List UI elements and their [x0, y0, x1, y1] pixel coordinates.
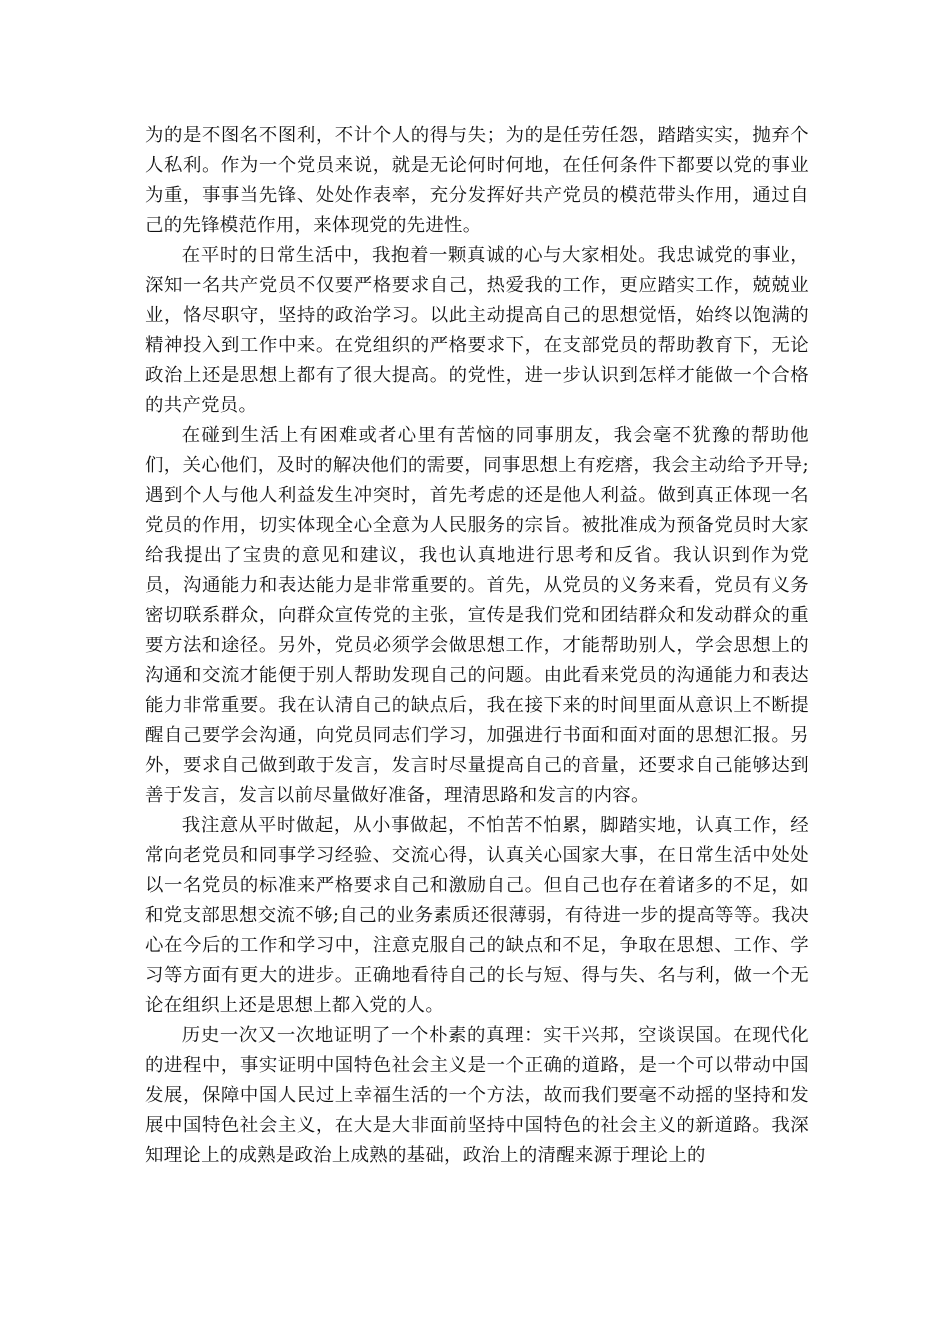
- paragraph-2: 在平时的日常生活中，我抱着一颗真诚的心与大家相处。我忠诚党的事业，深知一名共产党员不仅要严格要求自己，热爱我的工作，更应踏实工作，兢兢业业，恪尽职守，坚持的政治学习。以此主动提高自己的思想觉悟，始终以饱满的精神投入到工作中来。在党组织的严格要求下，在支部党员的帮助教育下，无论政治上还是思想上都有了很大提高。的党性，进一步认识到怎样才能做一个合格的共产党员。: [145, 245, 809, 416]
- paragraph-4: 我注意从平时做起，从小事做起，不怕苦不怕累，脚踏实地，认真工作，经常向老党员和同事学习经验、交流心得，认真关心国家大事，在日常生活中处处以一名党员的标准来严格要求自己和激励自己。但自己也存在着诸多的不足，如和党支部思想交流不够;自己的业务素质还很薄弱，有待进一步的提高等等。我决心在今后的工作和学习中，注意克服自己的缺点和不足，争取在思想、工作、学习等方面有更大的进步。正确地看待自己的长与短、得与失、名与利，做一个无论在组织上还是思想上都入党的人。: [145, 815, 809, 1016]
- document-body: [145, 121, 809, 1171]
- paragraph-5: 历史一次又一次地证明了一个朴素的真理：实干兴邦，空谈误国。在现代化的进程中，事实证明中国特色社会主义是一个正确的道路，是一个可以带动中国发展，保障中国人民过上幸福生活的一个方法，故而我们要毫不动摇的坚持和发展中国特色社会主义，在大是大非面前坚持中国特色的社会主义的新道路。我深知理论上的成熟是政治上成熟的基础，政治上的清醒来源于理论上的: [145, 1025, 809, 1166]
- paragraph-3: 在碰到生活上有困难或者心里有苦恼的同事朋友，我会毫不犹豫的帮助他们，关心他们，及时的解决他们的需要，同事思想上有疙瘩，我会主动给予开导;遇到个人与他人利益发生冲突时，首先考虑的还是他人利益。做到真正体现一名党员的作用，切实体现全心全意为人民服务的宗旨。被批准成为预备党员时大家给我提出了宝贵的意见和建议，我也认真地进行思考和反省。我认识到作为党员，沟通能力和表达能力是非常重要的。首先，从党员的义务来看，党员有义务密切联系群众，向群众宣传党的主张，宣传是我们党和团结群众和发动群众的重要方法和途径。另外，党员必须学会做思想工作，才能帮助别人，学会思想上的沟通和交流才能便于别人帮助发现自己的问题。由此看来党员的沟通能力和表达能力非常重要。我在认清自己的缺点后，我在接下来的时间里面从意识上不断提醒自己要学会沟通，向党员同志们学习，加强进行书面和面对面的思想汇报。另外，要求自己做到敢于发言，发言时尽量提高自己的音量，还要求自己能够达到善于发言，发言以前尽量做好准备，理清思路和发言的内容。: [145, 425, 809, 806]
- paragraph-1: 为的是不图名不图利，不计个人的得与失；为的是任劳任怨，踏踏实实，抛弃个人私利。作为一个党员来说，就是无论何时何地，在任何条件下都要以党的事业为重，事事当先锋、处处作表率，充分发挥好共产党员的模范带头作用，通过自己的先锋模范作用，来体现党的先进性。: [145, 125, 809, 236]
